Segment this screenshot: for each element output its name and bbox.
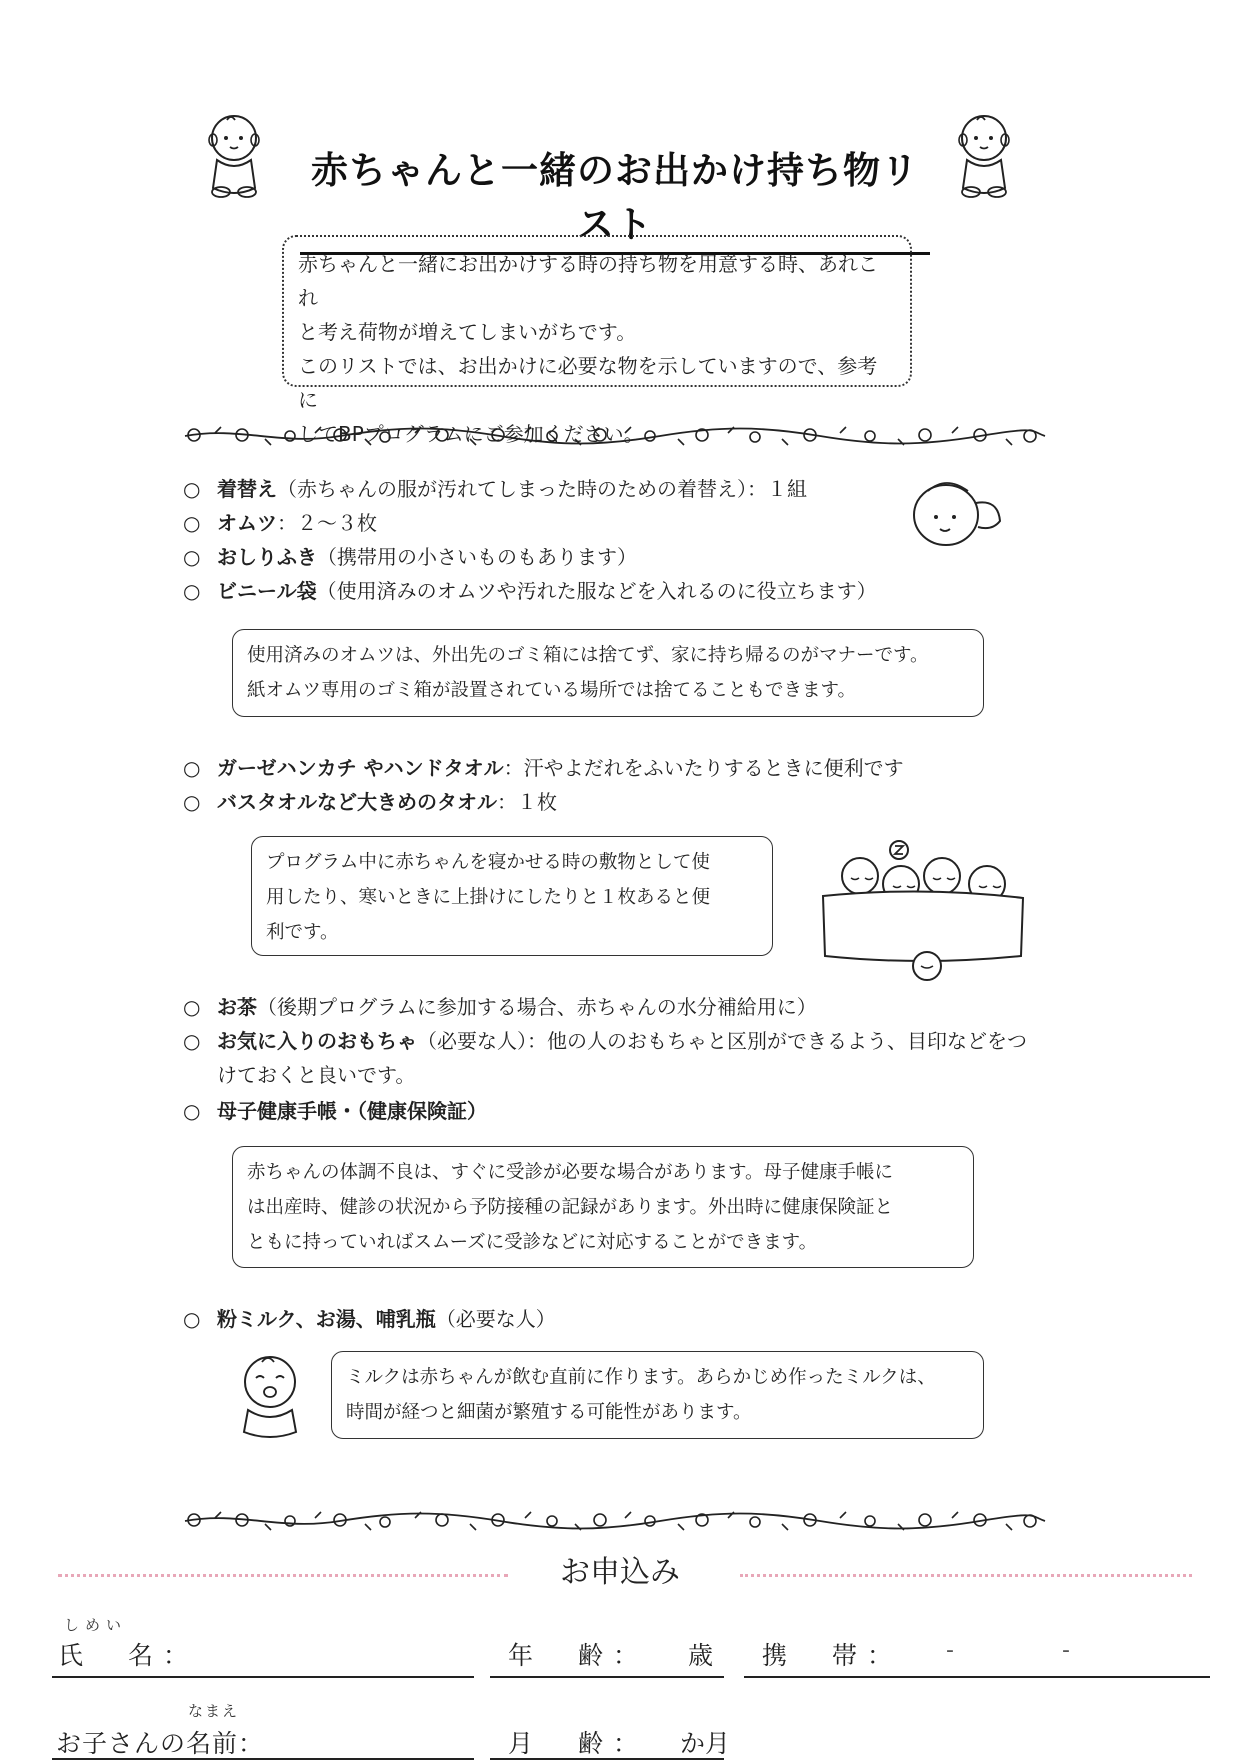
item-name: ガーゼハンカチ やハンドタオル <box>217 756 504 780</box>
item-detail: （必要な人）：他の人のおもちゃと区別ができるよう、目印などをつ <box>417 1029 1027 1053</box>
phone-field-line[interactable] <box>744 1676 1210 1678</box>
item-name: 粉ミルク、お湯、哺乳瓶 <box>217 1307 436 1331</box>
circle-bullet-icon: ○ <box>183 1099 201 1123</box>
baby-sitting-left-illustration <box>205 112 263 202</box>
item-detail: （携帯用の小さいものもあります） <box>317 545 637 569</box>
note-line: ともに持っていればスムーズに受診などに対応することができます。 <box>247 1232 818 1253</box>
intro-line: と考え荷物が増えてしまいがちです。 <box>298 320 637 344</box>
child-name-furigana: なまえ <box>188 1702 240 1720</box>
application-heading: お申込み <box>560 1555 680 1590</box>
month-age-unit: か月 <box>680 1729 731 1758</box>
note-box-health-handbook <box>232 1146 974 1268</box>
intro-line: してBPプログラムにご参加ください。 <box>298 422 644 446</box>
note-box-diaper-disposal <box>232 629 984 717</box>
circle-bullet-icon: ○ <box>183 995 201 1019</box>
checklist-item-health-handbook <box>183 1096 487 1126</box>
note-box-milk <box>331 1351 984 1439</box>
checklist-item-diapers <box>183 508 377 538</box>
checklist-item-continuation: けておくと良いです。 <box>217 1063 416 1087</box>
item-name: 母子健康手帳・（健康保険証） <box>217 1099 487 1123</box>
checklist-item-bath-towel <box>183 787 557 817</box>
floral-vine-divider-bottom <box>180 1506 1050 1536</box>
item-name: 着替え <box>217 477 277 501</box>
age-field-line[interactable] <box>490 1676 724 1678</box>
name-field-line[interactable] <box>52 1676 474 1678</box>
circle-bullet-icon: ○ <box>183 1029 201 1053</box>
age-label: 年 齢： <box>508 1641 649 1670</box>
circle-bullet-icon: ○ <box>183 1307 201 1331</box>
item-detail: ：汗やよだれをふいたりするときに便利です <box>503 756 904 780</box>
note-line: 時間が経つと細菌が繁殖する可能性があります。 <box>346 1402 752 1423</box>
item-name: お茶 <box>217 995 257 1019</box>
item-detail: （必要な人） <box>435 1307 556 1331</box>
phone-separator: - <box>1062 1638 1070 1663</box>
checklist-item-plastic-bags <box>183 576 877 606</box>
intro-box <box>282 235 912 446</box>
note-line: プログラム中に赤ちゃんを寝かせる時の敷物として使 <box>266 852 710 873</box>
note-line: は出産時、健診の状況から予防接種の記録があります。外出時に健康保険証と <box>247 1197 894 1218</box>
name-furigana: しめい <box>64 1616 128 1634</box>
note-line: 利です。 <box>266 922 339 943</box>
note-line: 使用済みのオムツは、外出先のゴミ箱には捨てず、家に持ち帰るのがマナーです。 <box>247 645 929 666</box>
phone-label: 携 帯： <box>762 1641 903 1670</box>
month-age-label: 月 齢： <box>508 1729 649 1758</box>
circle-bullet-icon: ○ <box>183 511 201 535</box>
circle-bullet-icon: ○ <box>183 790 201 814</box>
item-detail: （赤ちゃんの服が汚れてしまった時のための着替え）：１組 <box>277 477 807 501</box>
page-title: 赤ちゃんと一緒のお出かけ持ち物リスト <box>300 140 930 255</box>
intro-line: このリストでは、お出かけに必要な物を示していますので、参考に <box>298 354 878 412</box>
item-name: お気に入りのおもちゃ <box>217 1029 417 1053</box>
circle-bullet-icon: ○ <box>183 477 201 501</box>
checklist-item-formula-milk <box>183 1304 556 1334</box>
dotted-divider-right <box>740 1574 1192 1577</box>
note-line: ミルクは赤ちゃんが飲む直前に作ります。あらかじめ作ったミルクは、 <box>346 1367 936 1388</box>
checklist-item-clothes <box>183 474 807 504</box>
child-name-label: お子さんの名前： <box>56 1729 265 1758</box>
item-name: バスタオルなど大きめのタオル <box>217 790 497 814</box>
note-line: 赤ちゃんの体調不良は、すぐに受診が必要な場合があります。母子健康手帳に <box>247 1162 894 1183</box>
phone-separator: - <box>946 1638 954 1663</box>
baby-laughing-illustration <box>236 1352 304 1440</box>
intro-line: 赤ちゃんと一緒にお出かけする時の持ち物を用意する時、あれこれ <box>298 252 878 310</box>
floral-vine-divider-top <box>180 421 1050 451</box>
item-detail: （使用済みのオムツや汚れた服などを入れるのに役立ちます） <box>316 579 877 603</box>
note-line: 紙オムツ専用のゴミ箱が設置されている場所では捨てることもできます。 <box>247 680 857 701</box>
item-name: オムツ <box>217 511 277 535</box>
baby-sitting-right-illustration <box>955 112 1013 202</box>
dotted-divider-left <box>58 1574 508 1577</box>
circle-bullet-icon: ○ <box>183 579 201 603</box>
checklist-item-tea <box>183 992 817 1022</box>
checklist-item-wipes <box>183 542 637 572</box>
item-name: ビニール袋 <box>217 579 317 603</box>
baby-crawling-illustration <box>898 473 1006 551</box>
age-unit: 歳 <box>688 1641 714 1670</box>
note-box-bath-towel <box>251 836 773 956</box>
item-detail: （後期プログラムに参加する場合、赤ちゃんの水分補給用に） <box>257 995 817 1019</box>
checklist-item-favorite-toy <box>183 1026 1027 1056</box>
note-line: 用したり、寒いときに上掛けにしたりと１枚あると便 <box>266 887 711 908</box>
item-detail: ：１枚 <box>497 790 557 814</box>
circle-bullet-icon: ○ <box>183 756 201 780</box>
item-detail: ：２～３枚 <box>277 511 377 535</box>
sleeping-babies-illustration <box>815 838 1035 988</box>
item-name: おしりふき <box>217 545 317 569</box>
name-label: 氏 名： <box>58 1641 199 1670</box>
circle-bullet-icon: ○ <box>183 545 201 569</box>
checklist-item-handkerchief <box>183 753 904 783</box>
